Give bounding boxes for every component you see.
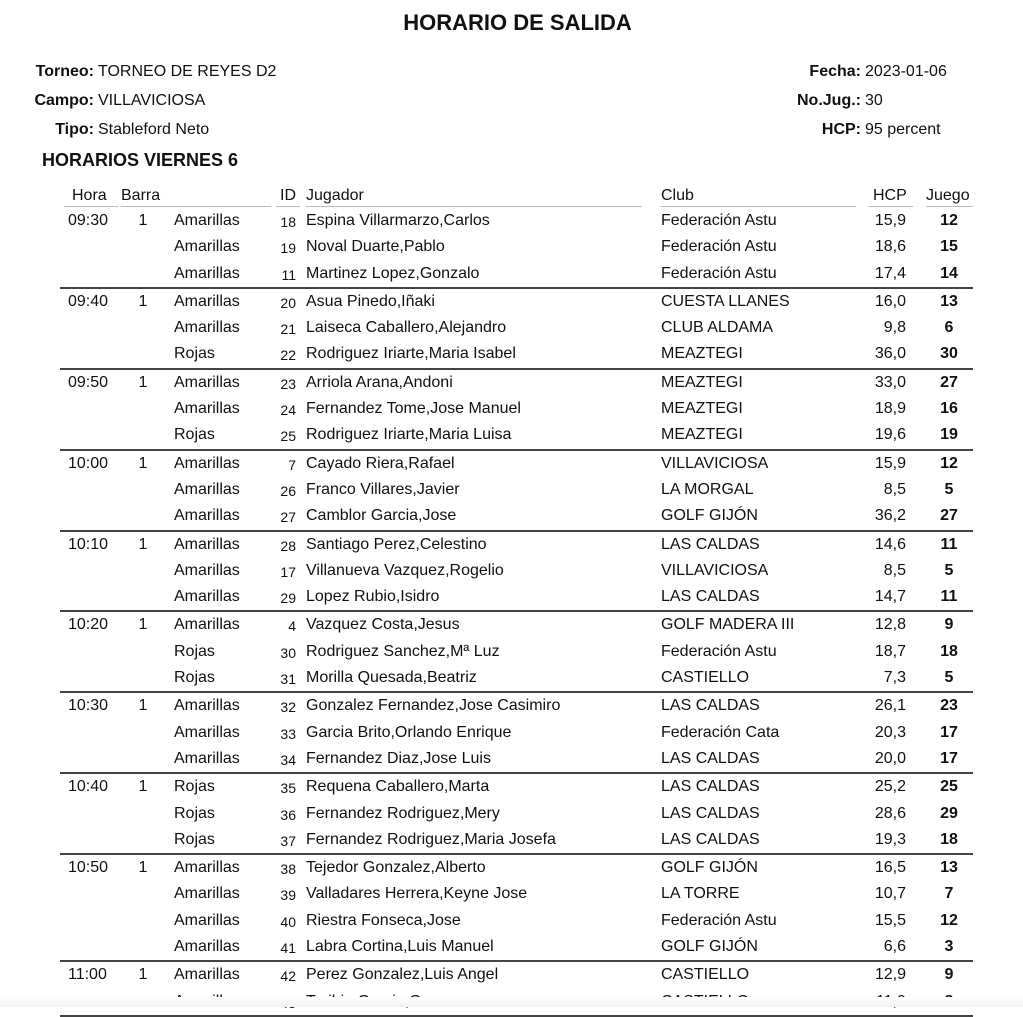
player-id: 40 bbox=[280, 913, 296, 930]
table-row bbox=[60, 584, 973, 610]
player-hcp: 16,0 bbox=[874, 292, 906, 310]
player-club: Federación Cata bbox=[661, 723, 780, 741]
player-name: Garcia Brito,Orlando Enrique bbox=[306, 723, 512, 741]
nojug-value: 30 bbox=[865, 92, 883, 109]
player-hcp: 9,8 bbox=[883, 319, 906, 337]
player-hcp: 36,0 bbox=[874, 345, 906, 363]
table-row bbox=[60, 801, 973, 827]
player-hcp: 20,0 bbox=[874, 749, 906, 767]
player-juego: 15 bbox=[940, 238, 958, 256]
table-row bbox=[60, 827, 973, 853]
player-id: 32 bbox=[280, 699, 296, 716]
table-row bbox=[60, 422, 973, 448]
barra-number: 1 bbox=[138, 292, 148, 310]
player-club: LAS CALDAS bbox=[661, 830, 760, 848]
torneo-row bbox=[0, 57, 276, 86]
tee-color: Amarillas bbox=[174, 238, 240, 256]
barra-number: 1 bbox=[138, 535, 148, 553]
player-club: MEAZTEGI bbox=[661, 373, 743, 391]
player-id: 18 bbox=[280, 214, 296, 230]
player-juego: 3 bbox=[944, 938, 954, 956]
table-row bbox=[60, 855, 973, 881]
player-juego: 17 bbox=[940, 749, 958, 767]
player-juego: 5 bbox=[944, 561, 954, 579]
player-name: Tejedor Gonzalez,Alberto bbox=[306, 859, 486, 877]
player-hcp: 14,6 bbox=[874, 535, 906, 553]
table-row bbox=[60, 396, 973, 422]
player-hcp: 8,5 bbox=[883, 480, 906, 498]
header-underline bbox=[64, 206, 118, 207]
tee-color: Amarillas bbox=[174, 454, 240, 472]
player-club: MEAZTEGI bbox=[661, 426, 743, 444]
player-juego: 13 bbox=[940, 292, 958, 310]
table-row bbox=[60, 558, 973, 584]
barra-number: 1 bbox=[138, 966, 148, 984]
tee-color: Amarillas bbox=[174, 535, 240, 553]
tee-color: Amarillas bbox=[174, 264, 240, 282]
player-name: Morilla Quesada,Beatriz bbox=[306, 669, 477, 687]
player-hcp: 15,5 bbox=[874, 911, 906, 929]
hcp-value: 95 percent bbox=[865, 121, 941, 138]
tee-color: Amarillas bbox=[174, 911, 240, 929]
player-juego: 16 bbox=[940, 400, 958, 418]
player-club: LAS CALDAS bbox=[661, 804, 760, 822]
player-id: 26 bbox=[280, 482, 296, 499]
player-juego: 7 bbox=[944, 885, 954, 903]
header-underline bbox=[306, 206, 642, 207]
player-hcp: 7,3 bbox=[883, 669, 906, 687]
torneo-label: Torneo: bbox=[35, 63, 94, 80]
player-hcp: 14,7 bbox=[874, 588, 906, 606]
tee-time-group bbox=[60, 962, 973, 1017]
player-id: 38 bbox=[280, 861, 296, 878]
tee-color: Amarillas bbox=[174, 859, 240, 877]
tee-color: Amarillas bbox=[174, 697, 240, 715]
col-id: ID bbox=[280, 187, 296, 204]
tee-color: Rojas bbox=[174, 778, 215, 796]
player-hcp: 12,8 bbox=[874, 616, 906, 634]
table-row bbox=[60, 962, 973, 988]
col-club: Club bbox=[661, 187, 694, 204]
player-club: MEAZTEGI bbox=[661, 400, 743, 418]
table-row bbox=[60, 612, 973, 638]
player-id: 35 bbox=[280, 780, 296, 797]
player-club: VILLAVICIOSA bbox=[661, 454, 769, 472]
barra-number: 1 bbox=[138, 859, 148, 877]
table-row bbox=[60, 315, 973, 341]
player-hcp: 20,3 bbox=[874, 723, 906, 741]
player-juego: 13 bbox=[940, 859, 958, 877]
table-row bbox=[60, 774, 973, 800]
player-club: LAS CALDAS bbox=[661, 697, 760, 715]
player-club: Federación Astu bbox=[661, 238, 777, 256]
player-hcp: 28,6 bbox=[874, 804, 906, 822]
barra-number: 1 bbox=[138, 697, 148, 715]
player-name: Valladares Herrera,Keyne Jose bbox=[306, 885, 528, 903]
player-id: 33 bbox=[280, 725, 296, 742]
tee-color: Amarillas bbox=[174, 319, 240, 337]
player-hcp: 12,9 bbox=[874, 966, 906, 984]
barra-number: 1 bbox=[138, 212, 148, 229]
player-id: 11 bbox=[281, 266, 296, 283]
nojug-label: No.Jug.: bbox=[797, 92, 861, 109]
player-name: Rodriguez Sanchez,Mª Luz bbox=[306, 642, 500, 660]
tee-color: Amarillas bbox=[174, 885, 240, 903]
table-header bbox=[0, 186, 1023, 208]
player-hcp: 17,4 bbox=[874, 264, 906, 282]
player-club: Federación Astu bbox=[661, 642, 777, 660]
table-row bbox=[60, 881, 973, 907]
player-name: Fernandez Diaz,Jose Luis bbox=[306, 749, 491, 767]
player-name: Noval Duarte,Pablo bbox=[306, 238, 445, 256]
player-club: CLUB ALDAMA bbox=[661, 319, 774, 337]
barra-number: 1 bbox=[138, 616, 148, 634]
player-id: 31 bbox=[280, 671, 296, 688]
table-row bbox=[60, 665, 973, 691]
player-id: 21 bbox=[280, 321, 296, 338]
tee-time: 10:00 bbox=[68, 454, 109, 472]
header-underline bbox=[276, 206, 300, 207]
hcp-row bbox=[740, 115, 947, 144]
table-row bbox=[60, 720, 973, 746]
tee-color: Amarillas bbox=[174, 966, 240, 984]
tee-time: 10:50 bbox=[68, 859, 109, 877]
tee-color: Amarillas bbox=[174, 616, 240, 634]
tee-color: Rojas bbox=[174, 669, 215, 687]
player-name: Arriola Arana,Andoni bbox=[306, 373, 453, 391]
player-id: 17 bbox=[280, 563, 296, 580]
table-row bbox=[60, 934, 973, 960]
player-name: Laiseca Caballero,Alejandro bbox=[306, 319, 507, 337]
player-name: Fernandez Tome,Jose Manuel bbox=[306, 400, 521, 418]
player-hcp: 19,6 bbox=[874, 426, 906, 444]
player-name: Lopez Rubio,Isidro bbox=[306, 588, 440, 606]
tee-time: 09:50 bbox=[68, 373, 109, 391]
player-id: 27 bbox=[280, 509, 296, 526]
player-juego: 30 bbox=[940, 345, 958, 363]
player-juego: 11 bbox=[940, 588, 958, 606]
player-id: 4 bbox=[288, 618, 296, 635]
player-hcp: 16,5 bbox=[874, 859, 906, 877]
table-row bbox=[60, 639, 973, 665]
player-name: Rodriguez Iriarte,Maria Isabel bbox=[306, 345, 516, 363]
player-club: LAS CALDAS bbox=[661, 778, 760, 796]
tee-color: Amarillas bbox=[174, 723, 240, 741]
player-juego: 5 bbox=[944, 480, 954, 498]
player-juego: 18 bbox=[940, 642, 958, 660]
table-row bbox=[60, 234, 973, 260]
tee-color: Amarillas bbox=[174, 588, 240, 606]
header-underline bbox=[869, 206, 913, 207]
player-juego: 11 bbox=[940, 535, 958, 553]
tee-time: 10:30 bbox=[68, 697, 109, 715]
barra-number: 1 bbox=[138, 373, 148, 391]
tee-color: Rojas bbox=[174, 345, 215, 363]
player-hcp: 26,1 bbox=[874, 697, 906, 715]
player-id: 34 bbox=[280, 751, 296, 768]
player-juego: 29 bbox=[940, 804, 958, 822]
tipo-label: Tipo: bbox=[55, 121, 94, 138]
tee-time: 09:30 bbox=[68, 212, 109, 229]
player-id: 22 bbox=[280, 347, 296, 364]
player-juego: 14 bbox=[940, 264, 958, 282]
player-hcp: 33,0 bbox=[874, 373, 906, 391]
player-juego: 12 bbox=[940, 911, 958, 929]
tee-color: Amarillas bbox=[174, 373, 240, 391]
player-club: LAS CALDAS bbox=[661, 588, 760, 606]
table-row bbox=[60, 289, 973, 315]
player-hcp: 18,9 bbox=[874, 400, 906, 418]
player-id: 25 bbox=[280, 428, 296, 445]
player-club: GOLF MADERA III bbox=[661, 616, 795, 634]
player-juego: 17 bbox=[940, 723, 958, 741]
barra-number: 1 bbox=[138, 454, 148, 472]
tee-time: 11:00 bbox=[68, 966, 107, 984]
player-hcp: 15,9 bbox=[874, 454, 906, 472]
player-club: CASTIELLO bbox=[661, 966, 750, 984]
player-id: 30 bbox=[280, 644, 296, 661]
tournament-info bbox=[0, 57, 276, 144]
table-row bbox=[60, 503, 973, 529]
page-title: HORARIO DE SALIDA bbox=[403, 10, 632, 35]
player-club: LA MORGAL bbox=[661, 480, 754, 498]
tee-time-group bbox=[60, 774, 973, 855]
tee-color: Amarillas bbox=[174, 561, 240, 579]
player-juego: 6 bbox=[944, 319, 954, 337]
player-club: MEAZTEGI bbox=[661, 345, 743, 363]
col-juego: Juego bbox=[926, 187, 970, 204]
player-name: Labra Cortina,Luis Manuel bbox=[306, 938, 494, 956]
col-jugador: Jugador bbox=[306, 187, 364, 204]
tee-color: Amarillas bbox=[174, 507, 240, 525]
player-juego: 18 bbox=[940, 830, 958, 848]
tee-time-group bbox=[60, 289, 973, 370]
tee-time-group bbox=[60, 370, 973, 451]
player-club: CUESTA LLANES bbox=[661, 292, 790, 310]
nojug-row bbox=[740, 86, 947, 115]
player-id: 7 bbox=[288, 456, 296, 473]
tee-color: Rojas bbox=[174, 642, 215, 660]
player-hcp: 18,6 bbox=[874, 238, 906, 256]
player-hcp: 10,7 bbox=[874, 885, 906, 903]
player-name: Riestra Fonseca,Jose bbox=[306, 911, 461, 929]
player-id: 37 bbox=[280, 832, 296, 849]
col-hcp: HCP bbox=[873, 187, 907, 204]
player-club: VILLAVICIOSA bbox=[661, 561, 769, 579]
torneo-value: TORNEO DE REYES D2 bbox=[98, 63, 277, 80]
player-hcp: 36,2 bbox=[874, 507, 906, 525]
player-name: Perez Gonzalez,Luis Angel bbox=[306, 966, 499, 984]
col-barra: Barra bbox=[121, 187, 161, 204]
player-juego: 9 bbox=[944, 616, 954, 634]
player-name: Requena Caballero,Marta bbox=[306, 778, 490, 796]
player-juego: 25 bbox=[940, 778, 958, 796]
player-juego: 27 bbox=[940, 507, 958, 525]
table-row bbox=[60, 908, 973, 934]
tee-color: Rojas bbox=[174, 426, 215, 444]
player-club: Federación Astu bbox=[661, 212, 777, 229]
page-edge bbox=[0, 997, 1023, 1007]
tee-color: Amarillas bbox=[174, 400, 240, 418]
tee-color: Amarillas bbox=[174, 480, 240, 498]
fecha-row bbox=[740, 57, 947, 86]
player-id: 42 bbox=[280, 968, 296, 985]
player-hcp: 25,2 bbox=[874, 778, 906, 796]
section-title: HORARIOS VIERNES 6 bbox=[42, 150, 239, 170]
player-name: Fernandez Rodriguez,Mery bbox=[306, 804, 500, 822]
tee-time-group bbox=[60, 532, 973, 613]
player-hcp: 19,3 bbox=[874, 830, 906, 848]
player-id: 39 bbox=[280, 887, 296, 904]
player-name: Franco Villares,Javier bbox=[306, 480, 460, 498]
player-juego: 12 bbox=[940, 454, 958, 472]
tee-time-group bbox=[60, 693, 973, 774]
player-name: Rodriguez Iriarte,Maria Luisa bbox=[306, 426, 512, 444]
tee-time: 10:40 bbox=[68, 778, 109, 796]
campo-row bbox=[0, 86, 276, 115]
player-name: Asua Pinedo,Iñaki bbox=[306, 292, 435, 310]
player-club: GOLF GIJÓN bbox=[661, 859, 758, 877]
player-id: 19 bbox=[280, 240, 296, 257]
barra-number: 1 bbox=[138, 778, 148, 796]
player-juego: 12 bbox=[940, 212, 958, 229]
tee-color: Rojas bbox=[174, 830, 215, 848]
player-juego: 27 bbox=[940, 373, 958, 391]
player-name: Fernandez Rodriguez,Maria Josefa bbox=[306, 830, 556, 848]
player-club: CASTIELLO bbox=[661, 669, 750, 687]
player-juego: 23 bbox=[940, 697, 958, 715]
player-club: GOLF GIJÓN bbox=[661, 507, 758, 525]
player-name: Martinez Lopez,Gonzalo bbox=[306, 264, 480, 282]
player-name: Espina Villarmarzo,Carlos bbox=[306, 212, 490, 229]
player-juego: 19 bbox=[940, 426, 958, 444]
table-row bbox=[60, 746, 973, 772]
player-id: 41 bbox=[280, 940, 296, 957]
table-row bbox=[60, 451, 973, 477]
tee-time-group bbox=[60, 612, 973, 693]
hcp-label: HCP: bbox=[821, 121, 861, 138]
table-row bbox=[60, 261, 973, 287]
tee-color: Amarillas bbox=[174, 749, 240, 767]
player-club: Federación Astu bbox=[661, 264, 777, 282]
player-id: 23 bbox=[280, 375, 296, 392]
player-id: 20 bbox=[280, 294, 296, 311]
tee-time-table bbox=[60, 208, 973, 1017]
tee-time: 10:20 bbox=[68, 616, 109, 634]
player-id: 24 bbox=[280, 402, 296, 419]
player-club: GOLF GIJÓN bbox=[661, 938, 758, 956]
tee-time: 09:40 bbox=[68, 292, 109, 310]
campo-value: VILLAVICIOSA bbox=[98, 92, 206, 109]
tee-time-group bbox=[60, 208, 973, 289]
table-row bbox=[60, 341, 973, 367]
tee-time-group bbox=[60, 451, 973, 532]
player-name: Camblor Garcia,Jose bbox=[306, 507, 457, 525]
header-underline bbox=[661, 206, 856, 207]
player-id: 28 bbox=[280, 537, 296, 554]
tipo-value: Stableford Neto bbox=[98, 121, 210, 138]
header-underline bbox=[121, 206, 271, 207]
player-name: Cayado Riera,Rafael bbox=[306, 454, 455, 472]
player-club: LAS CALDAS bbox=[661, 535, 760, 553]
fecha-label: Fecha: bbox=[809, 63, 861, 80]
table-row bbox=[60, 477, 973, 503]
fecha-value: 2023-01-06 bbox=[865, 63, 947, 80]
tee-color: Amarillas bbox=[174, 212, 240, 229]
table-row bbox=[60, 370, 973, 396]
tee-color: Amarillas bbox=[174, 938, 240, 956]
campo-label: Campo: bbox=[34, 92, 94, 109]
player-hcp: 18,7 bbox=[874, 642, 906, 660]
player-name: Santiago Perez,Celestino bbox=[306, 535, 487, 553]
player-name: Vazquez Costa,Jesus bbox=[306, 616, 460, 634]
player-hcp: 8,5 bbox=[883, 561, 906, 579]
player-juego: 5 bbox=[944, 669, 954, 687]
player-juego: 9 bbox=[944, 966, 954, 984]
player-club: Federación Astu bbox=[661, 911, 777, 929]
tee-color: Amarillas bbox=[174, 292, 240, 310]
player-hcp: 6,6 bbox=[883, 938, 906, 956]
player-club: LA TORRE bbox=[661, 885, 740, 903]
player-id: 29 bbox=[280, 590, 296, 607]
table-row bbox=[60, 693, 973, 719]
player-club: LAS CALDAS bbox=[661, 749, 760, 767]
tee-time-group bbox=[60, 855, 973, 962]
player-id: 36 bbox=[280, 806, 296, 823]
tee-color: Rojas bbox=[174, 804, 215, 822]
table-row bbox=[60, 532, 973, 558]
tipo-row bbox=[0, 115, 276, 144]
date-info bbox=[740, 57, 947, 144]
col-hora: Hora bbox=[72, 187, 107, 204]
header-underline bbox=[926, 206, 973, 207]
player-hcp: 15,9 bbox=[874, 212, 906, 229]
player-name: Gonzalez Fernandez,Jose Casimiro bbox=[306, 697, 561, 715]
player-name: Villanueva Vazquez,Rogelio bbox=[306, 561, 504, 579]
tee-time: 10:10 bbox=[68, 535, 109, 553]
table-row bbox=[60, 208, 973, 234]
